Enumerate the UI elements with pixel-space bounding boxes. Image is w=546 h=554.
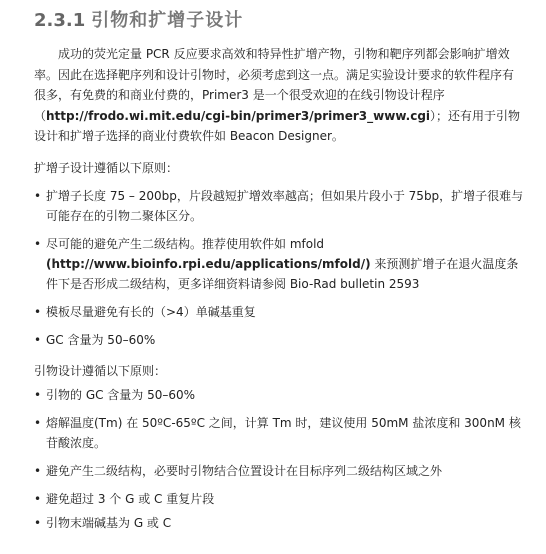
list-item — [34, 234, 524, 294]
bullet-icon: • — [34, 236, 42, 251]
list-item-text: 引物的 GC 含量为 50–60% — [46, 387, 196, 402]
amplicon-rules-list — [34, 186, 524, 350]
mfold-url[interactable]: (http://www.bioinfo.rpi.edu/applications/mfold/) — [46, 256, 371, 271]
list-item-text: 尽可能的避免产生二级结构。推荐使用软件如 mfold — [46, 236, 325, 251]
bullet-icon: • — [34, 188, 42, 203]
intro-text-start: 成功的荧光定量 PCR 反应要求高效和特异性扩增产物，引物和靶序列都会影响扩增效率。因此在选择靶序列和设计引物时，必须考虑到这一点。满足实验设计要求的软件程序有很多，有免费的和商业付费的，Primer3 是一个很受欢迎的在线引物设计程序（ — [34, 47, 515, 123]
bullet-icon: • — [34, 387, 42, 402]
list-item-text: 避免超过 3 个 G 或 C 重复片段 — [46, 491, 215, 506]
intro-text-end: ）；还有用于引物设计和扩增子选择的商业付费软件如 Beacon Designer。 — [34, 108, 521, 143]
list-item — [34, 330, 524, 350]
primer3-url[interactable]: http://frodo.wi.mit.edu/cgi-bin/primer3/primer3_www.cgi — [46, 108, 431, 123]
list-item — [34, 186, 524, 226]
bullet-icon: • — [34, 515, 42, 530]
list-item-text: 扩增子长度 75 – 200bp，片段越短扩增效率越高；但如果片段小于 75bp，扩增子很难与可能存在的引物二聚体区分。 — [46, 188, 524, 223]
primer-rules-list — [34, 385, 524, 533]
list-item-text: 引物末端碱基为 G 或 C — [46, 515, 172, 530]
primer-rules-heading: 引物设计遵循以下原则： — [34, 363, 167, 378]
section-number: 2.3.1 — [34, 10, 86, 31]
list-item-text: 避免产生二级结构，必要时引物结合位置设计在目标序列二级结构区域之外 — [46, 463, 443, 478]
list-item-text: GC 含量为 50–60% — [46, 332, 156, 347]
list-item — [34, 461, 524, 481]
list-item — [34, 385, 524, 405]
list-item — [34, 489, 524, 509]
list-item — [34, 513, 524, 533]
bullet-icon: • — [34, 304, 42, 319]
bullet-icon: • — [34, 415, 42, 430]
list-item — [34, 413, 524, 453]
list-item-text: 模板尽量避免有长的（>4）单碱基重复 — [46, 304, 256, 319]
list-item-text: 熔解温度(Tm) 在 50ºC-65ºC 之间，计算 Tm 时，建议使用 50mM 盐浓度和 300nM 核苷酸浓度。 — [46, 415, 521, 450]
list-item — [34, 302, 524, 322]
bullet-icon: • — [34, 463, 42, 478]
section-title: 引物和扩增子设计 — [91, 10, 244, 31]
list-item-text: 来预测扩增子在退火温度条件下是否形成二级结构，更多详细资料请参阅 Bio-Rad bulletin 2593 — [46, 256, 519, 291]
amplicon-rules-heading: 扩增子设计遵循以下原则： — [34, 160, 179, 175]
bullet-icon: • — [34, 332, 42, 347]
intro-paragraph — [34, 44, 524, 147]
bullet-icon: • — [34, 491, 42, 506]
section-heading — [34, 8, 524, 34]
